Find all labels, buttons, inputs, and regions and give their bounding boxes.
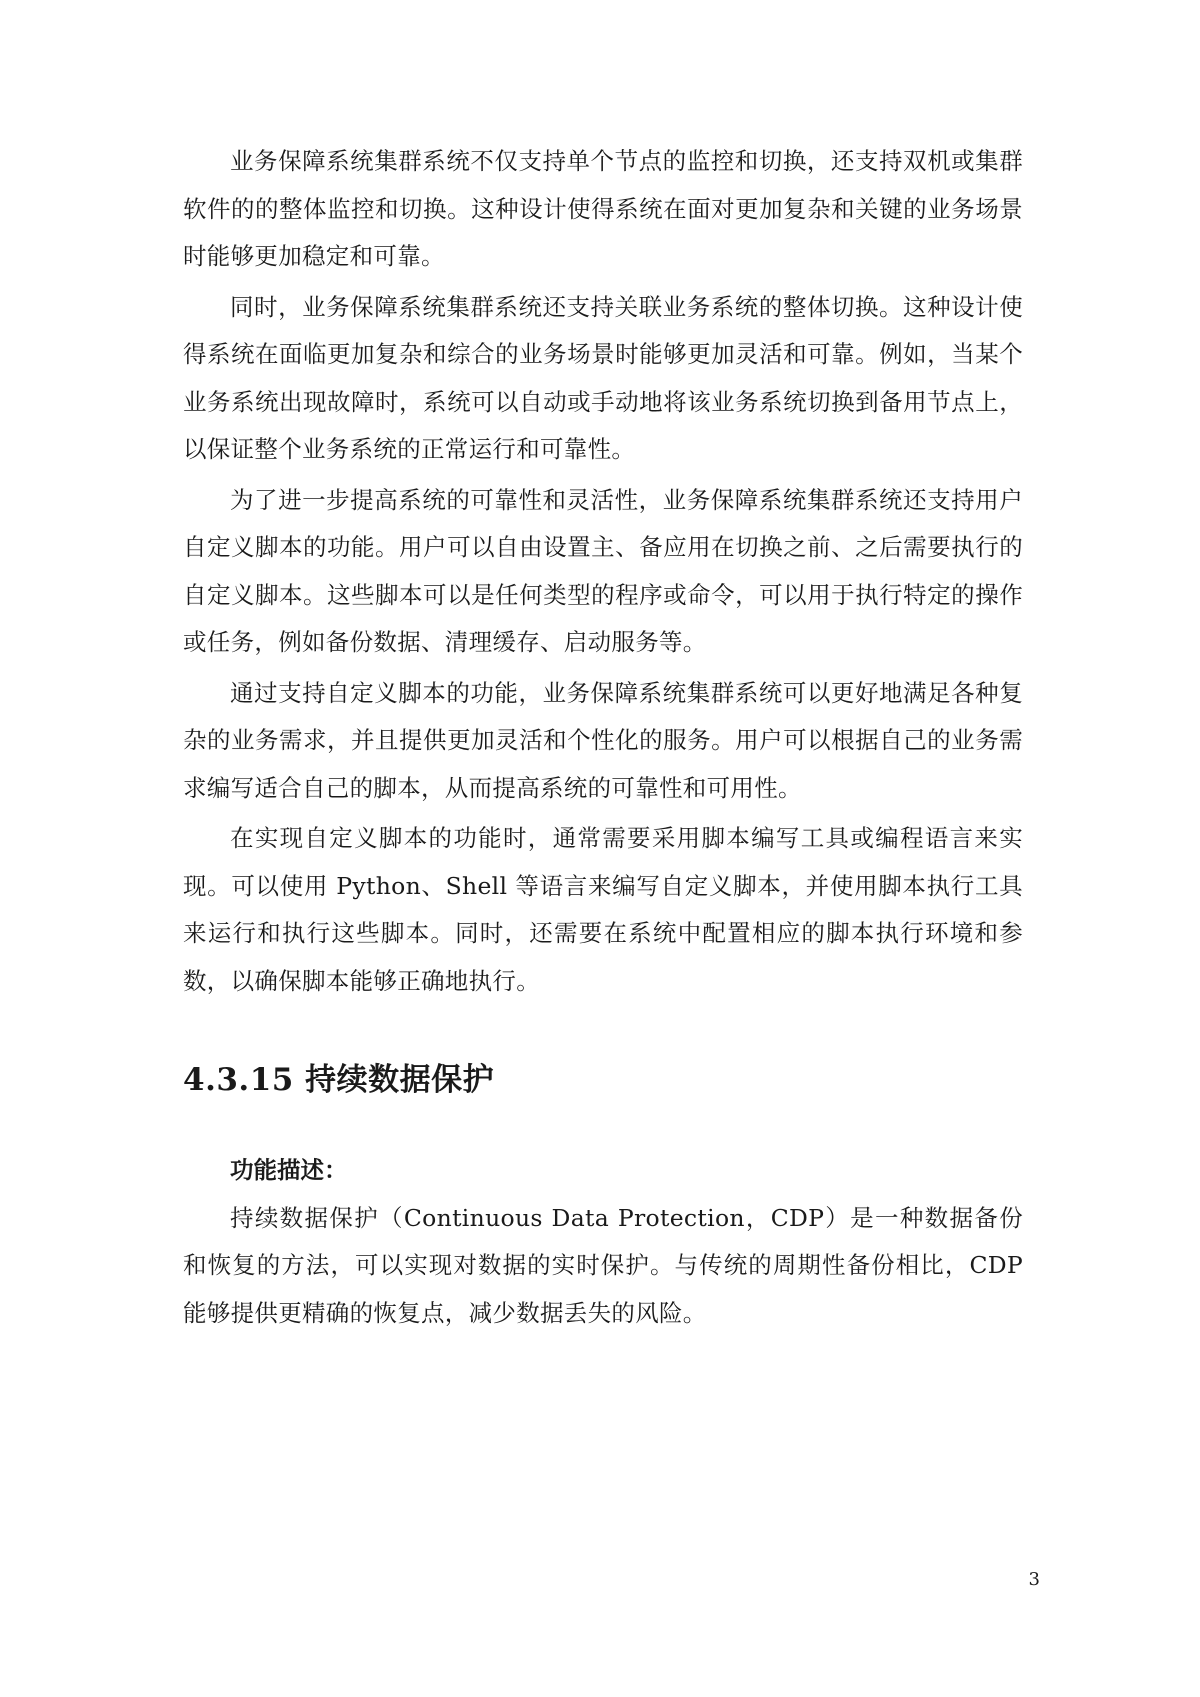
page-number: 3 (1028, 1569, 1040, 1590)
section-subheading: 功能描述： (230, 1156, 348, 1184)
paragraph-script-implementation: 在实现自定义脚本的功能时，通常需要采用脚本编写工具或编程语言来实现。可以使用 Python、Shell 等语言来编写自定义脚本，并使用脚本执行工具来运行和执行这些脚本。同时，还需要在系统中配置相应的脚本执行环境和参数，以确保脚本能够正确地执行。 (183, 824, 1023, 995)
paragraph-custom-scripts: 为了进一步提高系统的可靠性和灵活性，业务保障系统集群系统还支持用户自定义脚本的功能。用户可以自由设置主、备应用在切换之前、之后需要执行的自定义脚本。这些脚本可以是任何类型的程序或命令，可以用于执行特定的操作或任务，例如备份数据、清理缓存、启动服务等。 (183, 485, 1023, 656)
paragraph-cluster-monitoring: 业务保障系统集群系统不仅支持单个节点的监控和切换，还支持双机或集群软件的的整体监控和切换。这种设计使得系统在面对更加复杂和关键的业务场景时能够更加稳定和可靠。 (183, 147, 1023, 270)
page-content (183, 138, 1023, 1340)
paragraph-cdp-description: 持续数据保护（Continuous Data Protection，CDP）是一种数据备份和恢复的方法，可以实现对数据的实时保护。与传统的周期性备份相比，CDP 能够提供更精确的恢复点，减少数据丢失的风险。 (183, 1203, 1023, 1327)
paragraph-script-benefits: 通过支持自定义脚本的功能，业务保障系统集群系统可以更好地满足各种复杂的业务需求，并且提供更加灵活和个性化的服务。用户可以根据自己的业务需求编写适合自己的脚本，从而提高系统的可靠性和可用性。 (183, 678, 1023, 802)
paragraph-business-switchover: 同时，业务保障系统集群系统还支持关联业务系统的整体切换。这种设计使得系统在面临更加复杂和综合的业务场景时能够更加灵活和可靠。例如，当某个业务系统出现故障时，系统可以自动或手动地将该业务系统切换到备用节点上，以保证整个业务系统的正常运行和可靠性。 (183, 292, 1023, 463)
section-heading: 4.3.15 持续数据保护 (183, 1062, 495, 1098)
